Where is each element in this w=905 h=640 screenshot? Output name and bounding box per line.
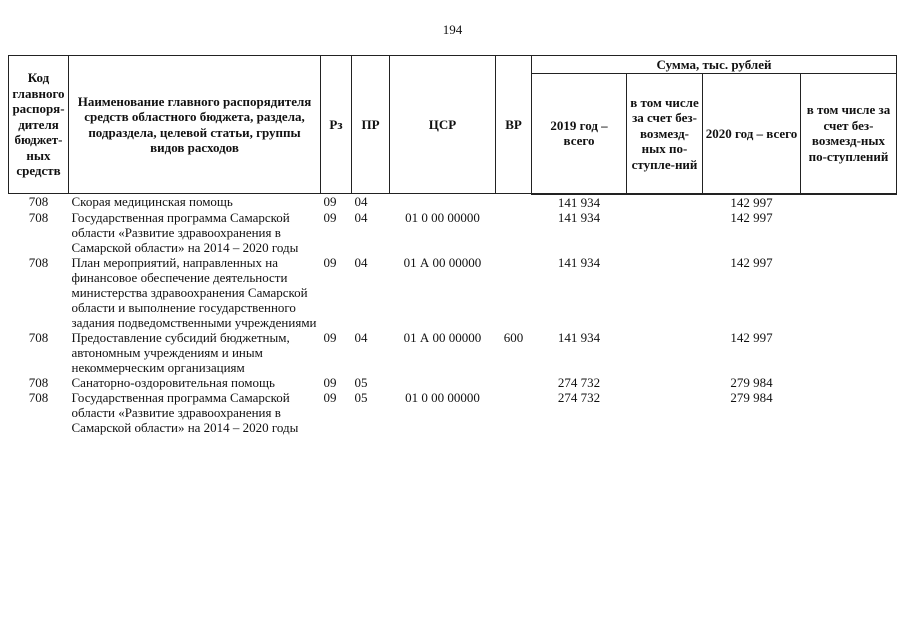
cell-vr	[496, 255, 532, 330]
cell-pr: 05	[354, 374, 368, 390]
cell-csr: 01 А 00 00000	[403, 329, 482, 345]
cell-name: Скорая медицинская помощь	[71, 194, 233, 209]
header-2019-total: 2019 год – всего	[532, 74, 627, 194]
cell-rz: 09	[323, 374, 337, 390]
cell-pr: 05	[354, 389, 368, 405]
cell-csr	[390, 194, 496, 210]
cell-2020-free	[801, 194, 897, 210]
cell-vr	[496, 375, 532, 390]
cell-2020-total: 142 997	[730, 209, 773, 225]
table-row	[9, 194, 897, 210]
cell-2020-total: 142 997	[730, 254, 773, 270]
table-body	[9, 194, 897, 435]
cell-2020-free	[801, 210, 897, 255]
table-row	[9, 330, 897, 375]
header-rz: Рз	[321, 56, 352, 194]
cell-2020-total: 142 997	[730, 194, 773, 210]
header-vr: ВР	[496, 56, 532, 194]
cell-2020-free	[801, 375, 897, 390]
cell-2020-free	[801, 330, 897, 375]
cell-2019-total: 141 934	[557, 329, 601, 345]
header-sum-group: Сумма, тыс. рублей	[532, 56, 897, 74]
cell-code: 708	[28, 374, 49, 390]
cell-code: 708	[28, 254, 49, 270]
cell-name: Государственная программа Самарской области «Развитие здравоохранения в Самарской области» на 2014 – 2020 годы	[71, 389, 299, 435]
header-code: Код главного распоря-дителя бюджет-ных средств	[9, 56, 69, 194]
header-2019-free: в том числе за счет без-возмезд-ных по-ступле-ний	[627, 74, 703, 194]
table-header	[9, 56, 897, 194]
page-number: 194	[442, 22, 463, 37]
cell-code: 708	[28, 389, 49, 405]
cell-csr: 01 А 00 00000	[403, 254, 482, 270]
table-row	[9, 390, 897, 435]
header-csr: ЦСР	[390, 56, 496, 194]
cell-rz: 09	[323, 254, 337, 270]
header-name: Наименование главного распорядителя средств областного бюджета, раздела, подраздела, целевой статьи, группы видов расходов	[69, 56, 321, 194]
cell-2020-total: 279 984	[730, 389, 773, 405]
table-row	[9, 375, 897, 390]
budget-table	[8, 55, 897, 435]
cell-2019-free	[627, 255, 703, 330]
cell-rz: 09	[323, 329, 337, 345]
cell-code: 708	[28, 209, 49, 225]
cell-2019-free	[627, 194, 703, 210]
cell-vr	[496, 210, 532, 255]
cell-name: Государственная программа Самарской области «Развитие здравоохранения в Самарской области» на 2014 – 2020 годы	[71, 209, 299, 255]
cell-2019-total: 141 934	[557, 194, 601, 210]
cell-2020-total: 279 984	[730, 374, 773, 390]
cell-vr: 600	[503, 329, 524, 345]
cell-2019-total: 141 934	[557, 254, 601, 270]
cell-2020-free	[801, 390, 897, 435]
cell-vr	[496, 194, 532, 210]
cell-csr: 01 0 00 00000	[405, 209, 480, 225]
cell-name: Предоставление субсидий бюджетным, автономным учреждениям и иным некоммерческим организациям	[71, 329, 290, 375]
cell-2019-free	[627, 390, 703, 435]
cell-name: План мероприятий, направленных на финансовое обеспечение деятельности министерства здравоохранения Самарской области и выполнение государственного задания подведомственными учреждениями	[71, 254, 317, 330]
cell-code: 708	[28, 194, 49, 209]
cell-pr: 04	[354, 209, 368, 225]
cell-rz: 09	[323, 194, 337, 209]
cell-2019-free	[627, 330, 703, 375]
cell-rz: 09	[323, 389, 337, 405]
cell-csr	[390, 375, 496, 390]
cell-pr: 04	[354, 329, 368, 345]
cell-pr: 04	[354, 194, 368, 209]
cell-2020-free	[801, 255, 897, 330]
cell-vr	[496, 390, 532, 435]
table-row	[9, 255, 897, 330]
header-pr: ПР	[352, 56, 390, 194]
header-2020-total: 2020 год – всего	[703, 74, 801, 194]
cell-2019-free	[627, 210, 703, 255]
cell-2019-total: 274 732	[557, 374, 601, 390]
table-row	[9, 210, 897, 255]
cell-pr: 04	[354, 254, 368, 270]
cell-2020-total: 142 997	[730, 329, 773, 345]
cell-rz: 09	[323, 209, 337, 225]
cell-csr: 01 0 00 00000	[405, 389, 480, 405]
cell-2019-total: 141 934	[557, 209, 601, 225]
cell-name: Санаторно-оздоровительная помощь	[71, 374, 275, 390]
cell-2019-free	[627, 375, 703, 390]
header-2020-free: в том числе за счет без-возмезд-ных по-ступлений	[801, 74, 897, 194]
cell-2019-total: 274 732	[557, 389, 601, 405]
cell-code: 708	[28, 329, 49, 345]
